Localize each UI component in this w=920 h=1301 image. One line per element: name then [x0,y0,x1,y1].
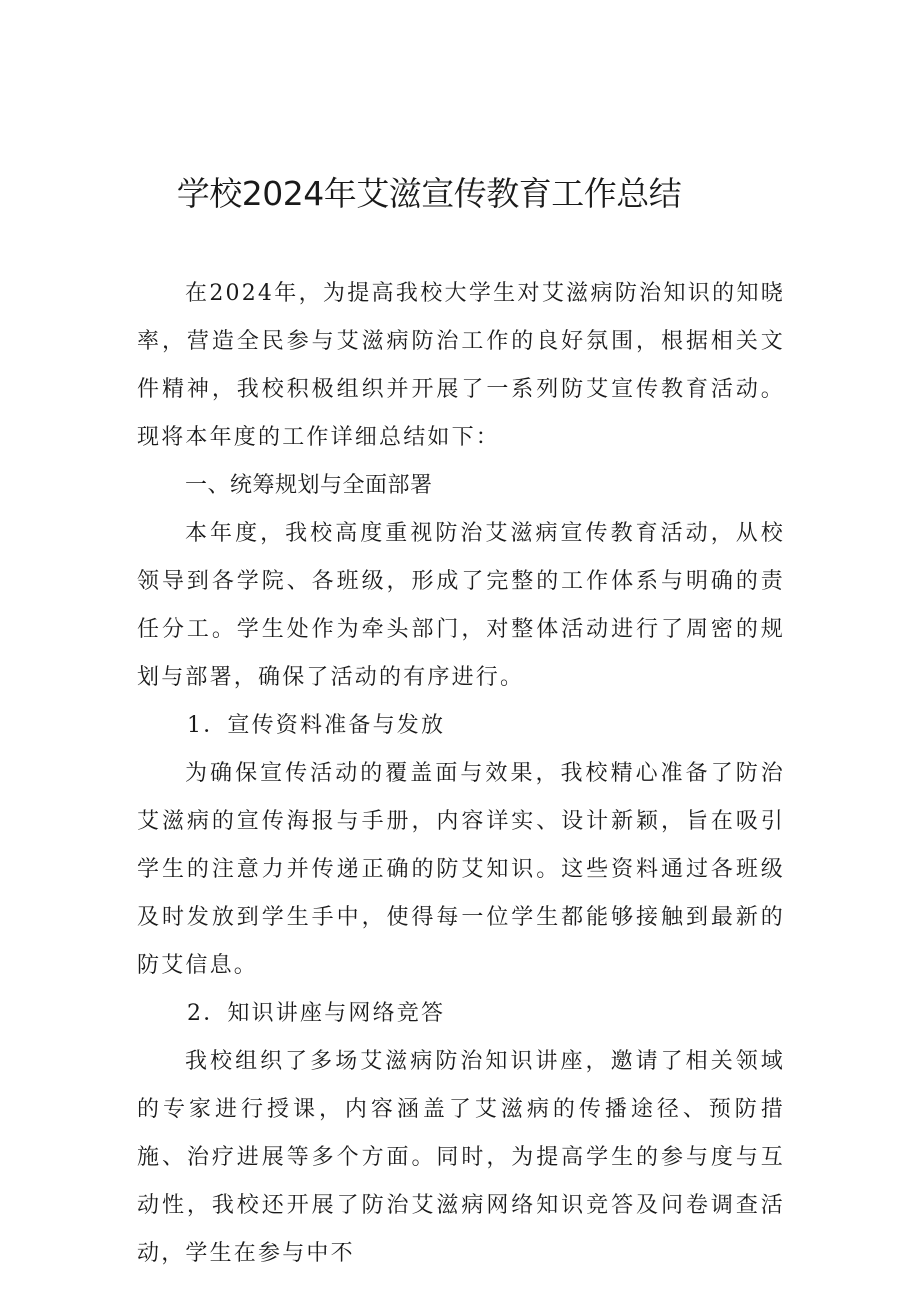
subsection-heading-2: 2．知识讲座与网络竞答 [187,1001,446,1026]
subsection-1-paragraph: 为确保宣传活动的覆盖面与效果，我校精心准备了防治艾滋病的宣传海报与手册，内容详实、设计新颖，旨在吸引学生的注意力并传递正确的防艾知识。这些资料通过各班级及时发放到学生手中，使得每一位学生都能够接触到最新的防艾信息。 [137,761,785,978]
document-title: 学校2024年艾滋宣传教育工作总结 [176,174,682,213]
intro-paragraph: 在2024年，为提高我校大学生对艾滋病防治知识的知晓率，营造全民参与艾滋病防治工作的良好氛围，根据相关文件精神，我校积极组织并开展了一系列防艾宣传教育活动。现将本年度的工作详细总结如下： [137,281,785,450]
subsection-heading-1: 1．宣传资料准备与发放 [187,713,446,738]
section-1-paragraph: 本年度，我校高度重视防治艾滋病宣传教育活动，从校领导到各学院、各班级，形成了完整的工作体系与明确的责任分工。学生处作为牵头部门，对整体活动进行了周密的规划与部署，确保了活动的有序进行。 [137,521,785,690]
subsection-2-paragraph: 我校组织了多场艾滋病防治知识讲座，邀请了相关领域的专家进行授课，内容涵盖了艾滋病的传播途径、预防措施、治疗进展等多个方面。同时，为提高学生的参与度与互动性，我校还开展了防治艾滋病网络知识竞答及问卷调查活动，学生在参与中不 [137,1049,785,1266]
document-body [137,270,785,1278]
section-heading-1: 一、统筹规划与全面部署 [185,473,433,498]
